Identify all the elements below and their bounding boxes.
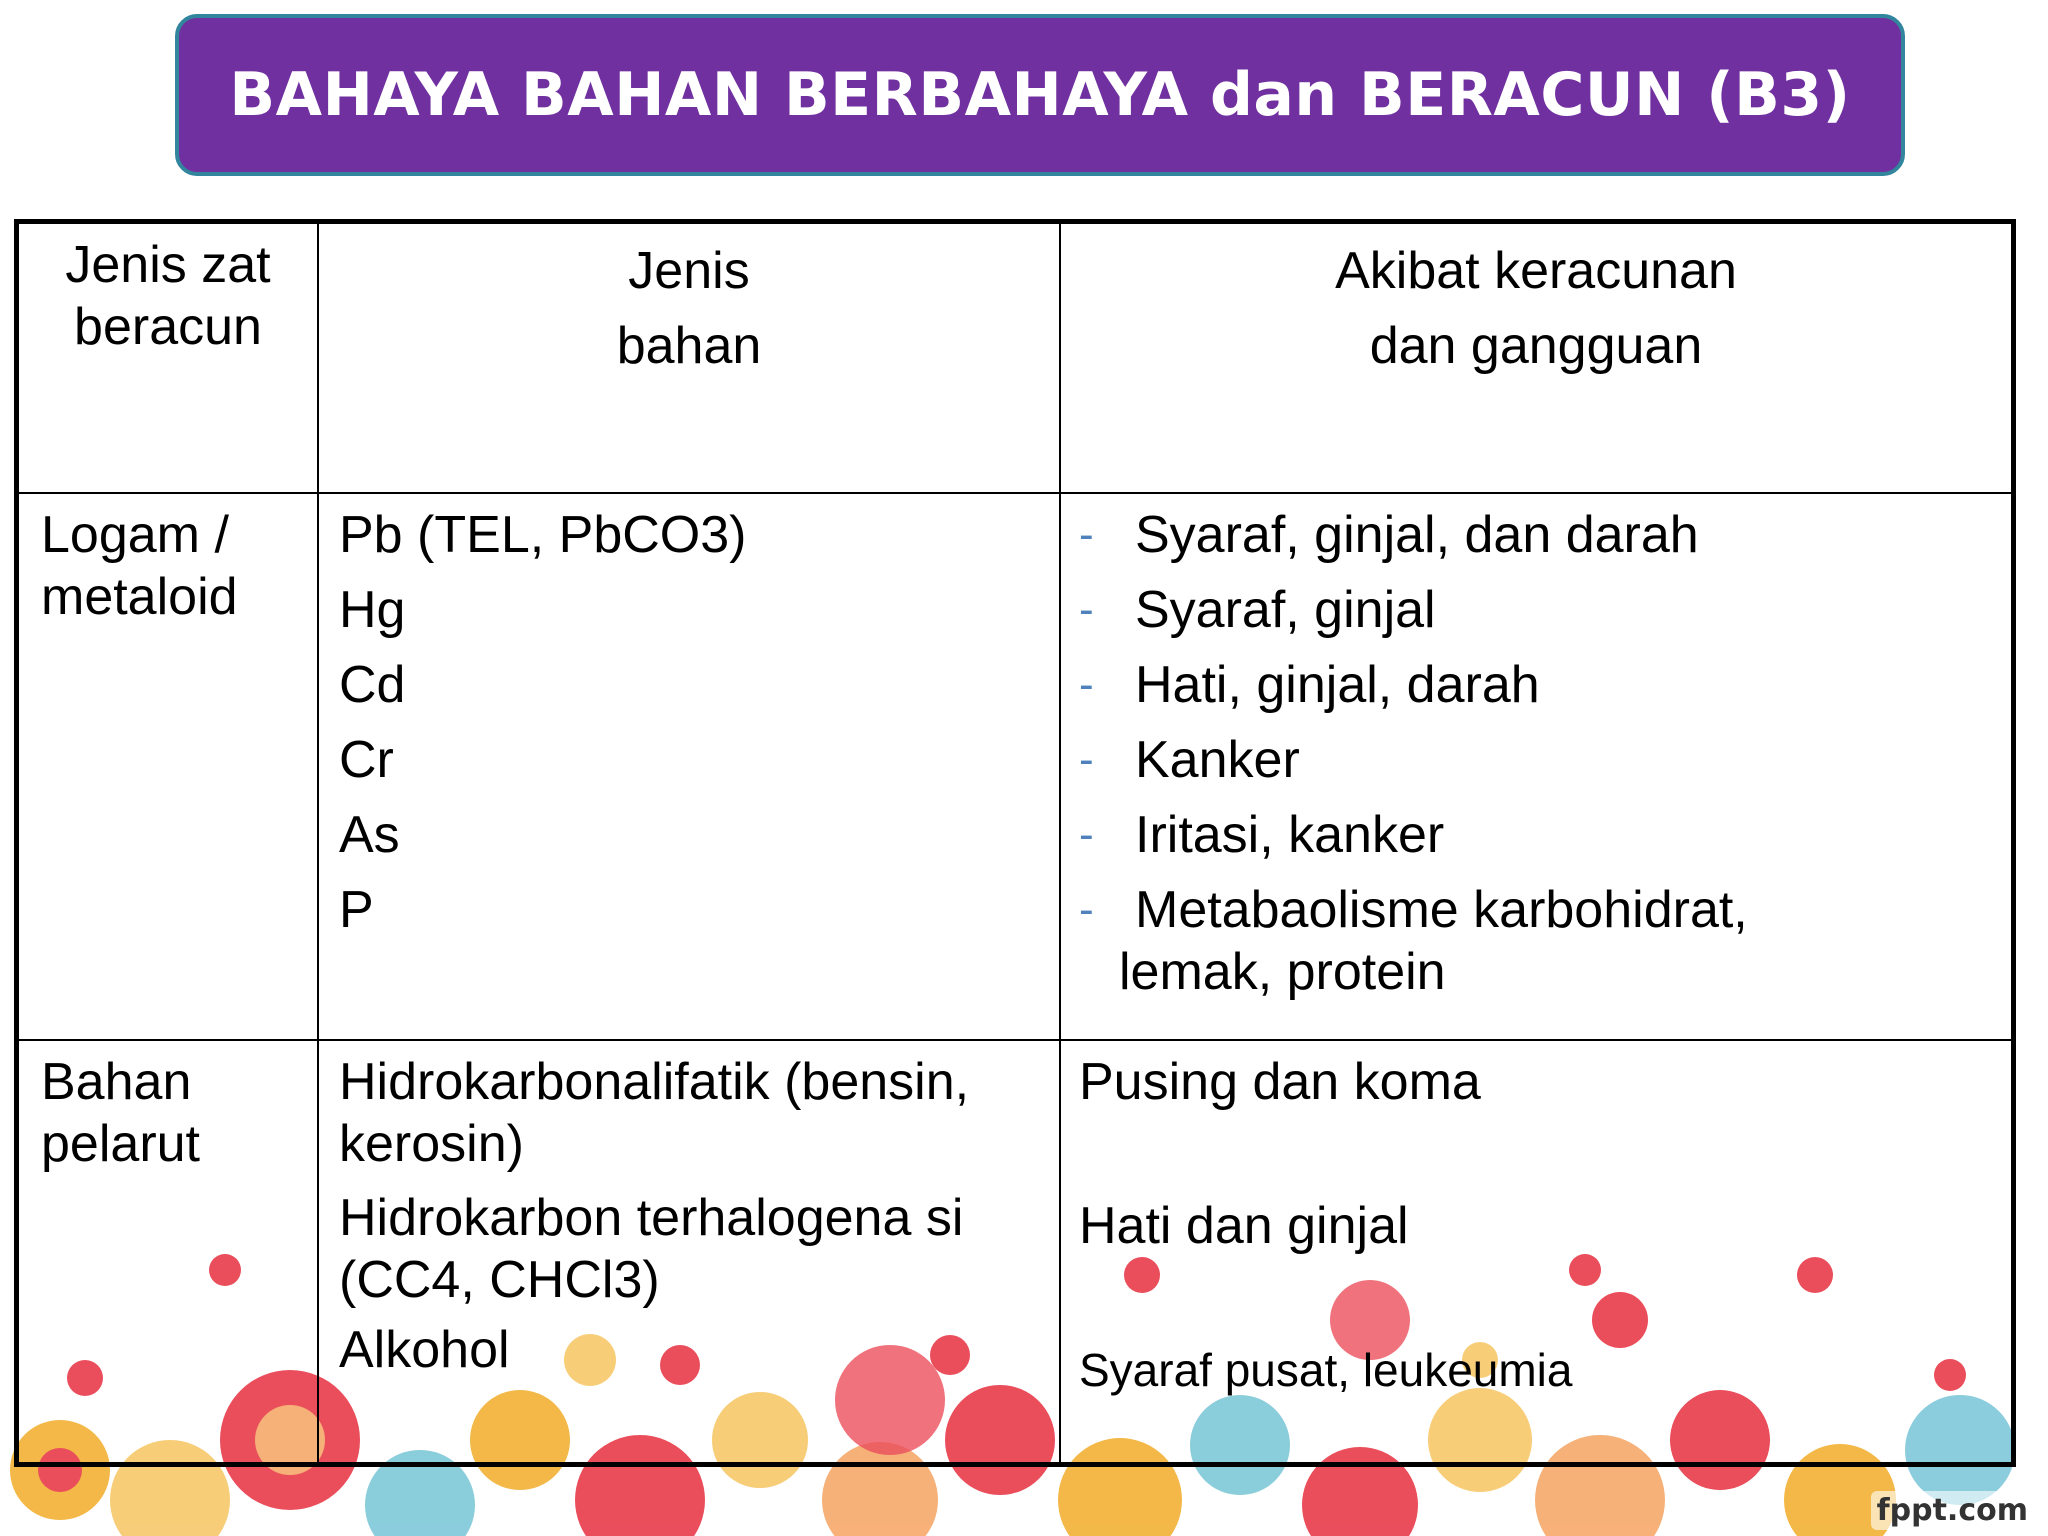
- bullet-dash: -: [1079, 585, 1094, 634]
- list-item: [1079, 879, 2009, 941]
- list-item-text: Syaraf, ginjal: [1135, 581, 1436, 639]
- list-item: [1079, 654, 2009, 729]
- list-item: (CC4, CHCl3): [339, 1251, 660, 1309]
- row2-akibat: [1079, 1051, 2009, 1401]
- row-divider: [19, 492, 2011, 494]
- header-line: Jenis: [628, 242, 750, 300]
- list-item-text: Syaraf, ginjal, dan darah: [1135, 506, 1699, 564]
- column-divider: [1059, 224, 1061, 1462]
- bullet-dash: -: [1079, 510, 1094, 559]
- header-jenis-zat: [19, 234, 317, 358]
- list-item: Cr: [339, 731, 394, 789]
- b3-table: [14, 219, 2016, 1467]
- header-line: dan gangguan: [1369, 317, 1703, 375]
- cell-line: metaloid: [41, 568, 238, 626]
- row-divider: [19, 1039, 2011, 1041]
- row2-zat: [41, 1051, 311, 1175]
- list-item-text: Metabaolisme karbohidrat,: [1135, 881, 1748, 939]
- header-line: Akibat keracunan: [1335, 242, 1737, 300]
- bullet-dash: -: [1079, 735, 1094, 784]
- row1-akibat: [1079, 504, 2009, 1003]
- cell-line: Logam /: [41, 506, 229, 564]
- list-item-text: Kanker: [1135, 731, 1300, 789]
- list-item-text: Iritasi, kanker: [1135, 806, 1445, 864]
- list-item: [1079, 504, 2009, 579]
- list-item: Alkohol: [339, 1321, 510, 1379]
- page-title: BAHAYA BAHAN BERBAHAYA dan BERACUN (B3): [229, 60, 1851, 130]
- header-line: Jenis zat: [65, 236, 271, 294]
- bullet-dash: -: [1079, 885, 1094, 934]
- column-divider: [317, 224, 319, 1462]
- list-item: Hidrokarbon terhalogena si: [339, 1189, 964, 1247]
- title-banner: [175, 14, 1905, 176]
- list-item-text: Hati, ginjal, darah: [1135, 656, 1540, 714]
- list-item: Pusing dan koma: [1079, 1053, 1481, 1111]
- row1-bahan: [339, 504, 1049, 954]
- row1-zat: [41, 504, 311, 628]
- list-item: [1079, 804, 2009, 879]
- list-item-continuation: lemak, protein: [1119, 943, 1446, 1001]
- list-item: Hidrokarbonalifatik (bensin,: [339, 1053, 970, 1111]
- header-line: bahan: [616, 317, 762, 375]
- list-item: As: [339, 806, 400, 864]
- list-item: kerosin): [339, 1115, 524, 1173]
- list-item: Pb (TEL, PbCO3): [339, 506, 747, 564]
- list-item: Hg: [339, 581, 406, 639]
- list-item: Cd: [339, 656, 406, 714]
- list-item: P: [339, 881, 374, 939]
- header-akibat: [1061, 234, 2011, 384]
- cell-line: pelarut: [41, 1115, 200, 1173]
- bullet-dash: -: [1079, 810, 1094, 859]
- row2-bahan: [339, 1051, 1054, 1381]
- list-item: Hati dan ginjal: [1079, 1197, 1409, 1255]
- header-line: beracun: [74, 298, 262, 356]
- list-item: [1079, 579, 2009, 654]
- fppt-logo: fppt.com: [1871, 1491, 2034, 1530]
- list-item: [1079, 729, 2009, 804]
- cell-line: Bahan: [41, 1053, 192, 1111]
- bullet-dash: -: [1079, 660, 1094, 709]
- list-item: Syaraf pusat, leukeumia: [1079, 1344, 1573, 1396]
- header-jenis-bahan: [319, 234, 1059, 384]
